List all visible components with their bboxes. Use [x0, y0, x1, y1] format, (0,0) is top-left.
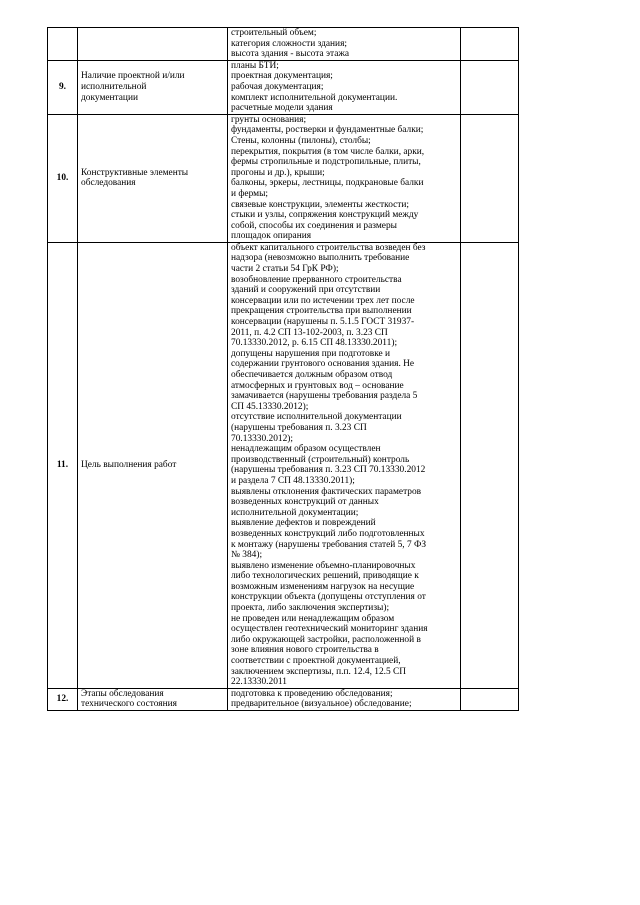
description-line: планы БТИ;: [231, 60, 279, 71]
description-line: проекта, либо заключения экспертизы);: [231, 603, 390, 614]
parameter-line: технического состояния: [81, 699, 177, 710]
description-line: конструкции объекта (допущены отступления от: [231, 592, 426, 603]
description-line: обеспечивается должным образом отвод: [231, 370, 393, 380]
description-line: СП 45.13330.2012);: [231, 401, 309, 412]
description-line: строительный объем;: [231, 28, 317, 38]
table-row: [48, 242, 519, 688]
parameter-line: Цель выполнения работ: [81, 460, 177, 471]
description-cell: [228, 114, 461, 242]
description-line: производственный (строительный) контроль: [231, 454, 410, 465]
row-number: [48, 28, 78, 61]
table-row: [48, 28, 519, 61]
description-line: прекращения строительства при выполнении: [231, 306, 412, 317]
parameter-line: Наличие проектной и/или: [81, 71, 185, 82]
empty-cell: [461, 60, 519, 114]
description-line: допущены нарушения при подготовке и: [231, 348, 391, 359]
empty-cell: [461, 242, 519, 688]
parameter-line: документации: [81, 92, 138, 103]
parameter-cell: [78, 242, 228, 688]
description-line: содержании грунтового основания здания. Не: [231, 359, 415, 370]
row-number: 10.: [48, 114, 78, 242]
description-line: консервации (нарушены п. 5.1.5 ГОСТ 31937-: [231, 317, 415, 328]
description-line: грунты основания;: [231, 114, 307, 125]
description-line: зоне влияния нового строительства в: [231, 645, 379, 656]
description-line: № 384);: [231, 550, 263, 561]
description-line: стыки и узлы, сопряжения конструкций между: [231, 210, 419, 221]
description-line: ненадлежащим образом осуществлен: [231, 444, 381, 455]
description-line: балконы, эркеры, лестницы, подкрановые балки: [231, 178, 424, 189]
description-line: подготовка к проведению обследования;: [231, 688, 393, 699]
description-line: осуществлен геотехнический мониторинг здания: [231, 624, 428, 635]
description-line: возведенных конструкций от данных: [231, 497, 379, 508]
description-line: заключением экспертизы, п.п. 12.4, 12.5 СП: [231, 666, 407, 677]
description-line: прогоны и др.), крыши;: [231, 167, 325, 178]
description-line: площадок опирания: [231, 231, 312, 242]
description-line: либо окружающей застройки, расположенной в: [231, 634, 421, 645]
description-line: либо технологических решений, приводящие к: [231, 571, 419, 582]
survey-parameters-table: [47, 27, 519, 711]
parameter-cell: [78, 28, 228, 61]
description-line: комплект исполнительной документации.: [231, 92, 398, 103]
description-cell: [228, 688, 461, 710]
description-line: замачивается (нарушены требования раздела 5: [231, 391, 418, 402]
empty-cell: [461, 28, 519, 61]
row-number: 12.: [48, 688, 78, 710]
description-line: (нарушены требования п. 3.23 СП 70.13330.2012: [231, 465, 426, 476]
description-line: категория сложности здания;: [231, 38, 347, 49]
table-row: [48, 688, 519, 710]
description-line: надзора (невозможно выполнить требование: [231, 253, 410, 264]
description-line: возможным изменениям нагрузок на несущие: [231, 581, 415, 592]
parameter-line: Конструктивные элементы: [81, 167, 189, 178]
description-line: объект капитального строительства возведен без: [231, 242, 426, 253]
parameter-cell: [78, 60, 228, 114]
description-line: 22.13330.2011: [231, 677, 287, 688]
row-number: 11.: [48, 242, 78, 688]
description-line: 70.13330.2012, р. 6.15 СП 48.13330.2011);: [231, 338, 398, 349]
description-line: выявлены отклонения фактических параметров: [231, 486, 422, 497]
description-line: части 2 статьи 54 ГрК РФ);: [231, 264, 339, 275]
description-line: (нарушены требования п. 3.23 СП: [231, 422, 367, 433]
description-line: перекрытия, покрытия (в том числе балки, арки,: [231, 146, 425, 157]
description-line: проектная документация;: [231, 71, 333, 82]
description-line: консервации или по истечении трех лет после: [231, 295, 415, 306]
description-line: зданий и сооружений при отсутствии: [231, 285, 381, 296]
description-line: возобновление прерванного строительства: [231, 274, 402, 285]
description-line: Стены, колонны (пилоны), столбы;: [231, 135, 371, 146]
description-line: 70.13330.2012);: [231, 433, 293, 444]
description-line: рабочая документация;: [231, 81, 324, 92]
parameter-line: обследования: [81, 178, 136, 189]
description-line: отсутствие исполнительной документации: [231, 412, 402, 423]
description-line: и раздела 7 СП 48.13330.2011);: [231, 475, 355, 486]
description-line: выявление дефектов и повреждений: [231, 518, 376, 529]
description-line: 2011, п. 4.2 СП 13-102-2003, п. 3.23 СП: [231, 327, 388, 338]
table-body: [48, 28, 519, 711]
description-line: к монтажу (нарушены требования статей 5, 7 ФЗ: [231, 539, 427, 550]
parameter-line: Этапы обследования: [81, 688, 164, 699]
description-line: не проведен или ненадлежащим образом: [231, 613, 395, 624]
row-number: 9.: [48, 60, 78, 114]
parameter-cell: [78, 114, 228, 242]
description-line: предварительное (визуальное) обследование;: [231, 699, 412, 710]
description-line: фундаменты, ростверки и фундаментные балки;: [231, 125, 424, 136]
description-cell: [228, 60, 461, 114]
description-line: высота здания - высота этажа: [231, 49, 349, 60]
description-cell: [228, 242, 461, 688]
description-cell: [228, 28, 461, 61]
table-row: [48, 114, 519, 242]
description-line: атмосферных и грунтовых вод – основание: [231, 380, 404, 391]
description-line: собой, способы их соединения и размеры: [231, 220, 397, 231]
parameter-line: исполнительной: [81, 81, 147, 92]
description-line: связевые конструкции, элементы жесткости;: [231, 199, 409, 210]
description-line: возведенных конструкций либо подготовленных: [231, 528, 425, 539]
parameter-cell: [78, 688, 228, 710]
description-line: соответствии с проектной документацией,: [231, 656, 401, 667]
description-line: выявлено изменение объемно-планировочных: [231, 560, 416, 571]
empty-cell: [461, 688, 519, 710]
description-line: расчетные модели здания: [231, 103, 333, 114]
description-line: и фермы;: [231, 188, 268, 199]
table-row: [48, 60, 519, 114]
description-line: фермы стропильные и подстропильные, плиты,: [231, 157, 421, 168]
description-line: исполнительной документации;: [231, 507, 359, 518]
empty-cell: [461, 114, 519, 242]
